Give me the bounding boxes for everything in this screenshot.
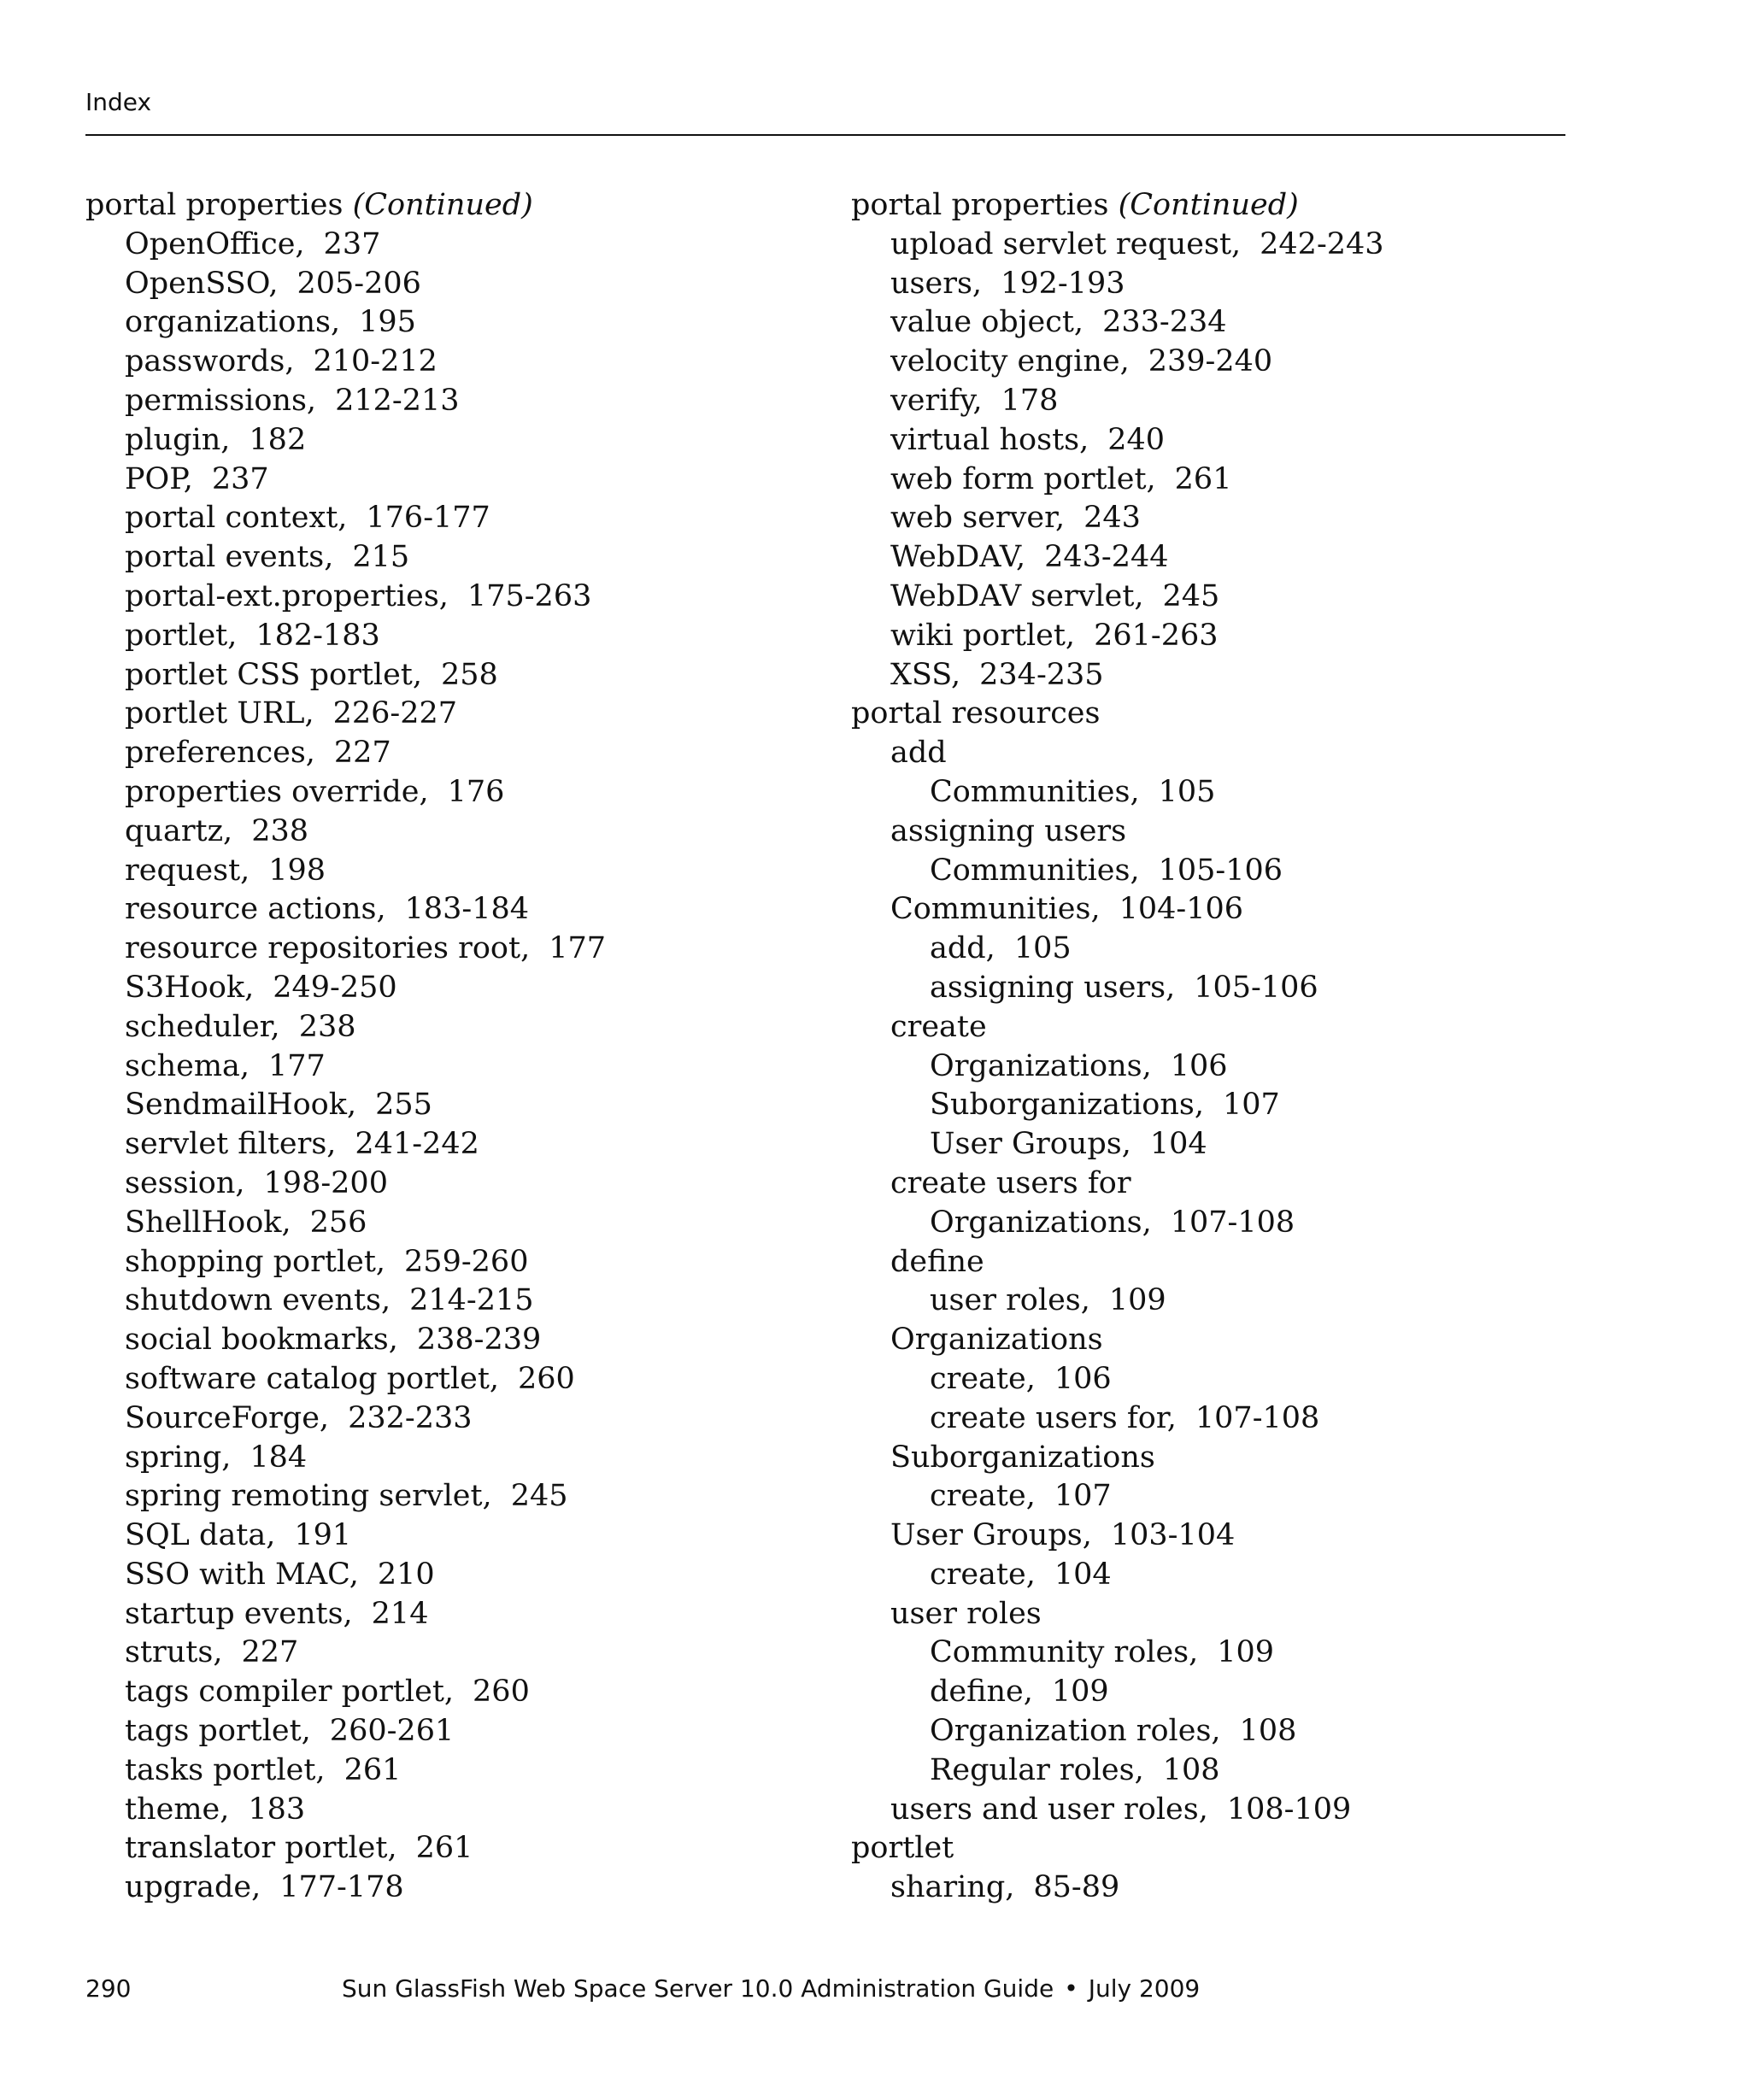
entry-pages: 184 xyxy=(250,1440,308,1475)
entry-pages: 191 xyxy=(294,1518,352,1553)
entry-pages: 240 xyxy=(1107,422,1166,457)
entry-term: passwords, xyxy=(125,344,295,379)
index-entry xyxy=(85,303,820,343)
entry-term: upload servlet request, xyxy=(890,226,1242,261)
entry-term: permissions, xyxy=(125,383,317,418)
publication-date: July 2009 xyxy=(1088,1974,1201,2003)
index-entry xyxy=(85,538,820,578)
entry-term: tags portlet, xyxy=(125,1714,311,1749)
index-heading xyxy=(851,186,1586,226)
index-entry: user roles, 109 xyxy=(930,1283,1166,1318)
entry-term: S3Hook, xyxy=(125,970,255,1005)
entry-term: WebDAV, xyxy=(890,540,1026,575)
index-entry: assigning users, 105-106 xyxy=(930,970,1318,1005)
index-subheading: create users for xyxy=(890,1165,1131,1200)
entry-term: SendmailHook, xyxy=(125,1088,357,1123)
index-entry: User Groups, 104 xyxy=(930,1127,1207,1162)
index-entry xyxy=(85,1282,820,1321)
index-entry: create, 107 xyxy=(930,1479,1112,1514)
index-entry xyxy=(851,382,1586,421)
heading-term: portal properties xyxy=(85,188,344,222)
entry-term: startup events, xyxy=(125,1596,353,1631)
index-entry: sharing, 85-89 xyxy=(890,1870,1120,1905)
entry-pages: 177-178 xyxy=(279,1870,404,1905)
entry-term: shutdown events, xyxy=(125,1283,391,1318)
continued-label: (Continued) xyxy=(352,188,533,222)
entry-pages: 183 xyxy=(248,1792,306,1827)
index-entry xyxy=(85,382,820,421)
index-entry xyxy=(85,1556,820,1595)
index-entry xyxy=(851,538,1586,578)
entry-term: request, xyxy=(125,853,250,888)
index-entry xyxy=(85,1399,820,1439)
entry-term: translator portlet, xyxy=(125,1831,397,1866)
index-subheading: define xyxy=(890,1244,984,1279)
index-entry xyxy=(85,460,820,500)
running-head: Index xyxy=(85,88,152,116)
index-entry xyxy=(85,656,820,695)
index-subheading: create xyxy=(890,1009,987,1044)
index-entry xyxy=(85,1712,820,1751)
index-subheading: user roles xyxy=(890,1596,1042,1631)
entry-pages: 210 xyxy=(377,1557,435,1592)
footer-title xyxy=(342,1974,1200,2003)
entry-pages: 258 xyxy=(440,657,498,692)
entry-pages: 237 xyxy=(211,461,269,496)
index-entry: Suborganizations, 107 xyxy=(930,1088,1280,1123)
index-heading: portal resources xyxy=(851,696,1101,731)
entry-pages: 245 xyxy=(1162,578,1220,613)
entry-term: quartz, xyxy=(125,813,233,848)
entry-pages: 214-215 xyxy=(409,1283,534,1318)
index-column-right xyxy=(851,186,1586,1908)
index-entry xyxy=(85,969,820,1008)
entry-pages: 241-242 xyxy=(355,1127,479,1162)
index-subheading: add xyxy=(890,736,947,771)
entry-term: spring remoting servlet, xyxy=(125,1479,492,1514)
index-entry: Organization roles, 108 xyxy=(930,1714,1297,1749)
entry-pages: 177 xyxy=(268,1048,326,1083)
index-entry xyxy=(851,499,1586,538)
entry-term: software catalog portlet, xyxy=(125,1361,500,1396)
index-entry xyxy=(851,656,1586,695)
index-subheading: assigning users xyxy=(890,813,1127,848)
index-entry xyxy=(85,1634,820,1673)
entry-term: verify, xyxy=(890,383,983,418)
entry-pages: 238 xyxy=(298,1009,356,1044)
index-entry xyxy=(85,226,820,265)
entry-pages: 242-243 xyxy=(1260,226,1384,261)
entry-term: portlet URL, xyxy=(125,696,314,731)
entry-pages: 183-184 xyxy=(404,892,530,927)
index-entry xyxy=(85,930,820,969)
entry-term: portlet, xyxy=(125,618,238,653)
entry-pages: 261 xyxy=(1174,461,1232,496)
index-entry xyxy=(85,578,820,617)
entry-pages: 226-227 xyxy=(332,696,458,731)
entry-pages: 182 xyxy=(249,422,307,457)
entry-term: SSO with MAC, xyxy=(125,1557,359,1592)
entry-term: spring, xyxy=(125,1440,232,1475)
index-entry xyxy=(85,421,820,460)
entry-term: resource actions, xyxy=(125,892,386,927)
index-entry xyxy=(85,1204,820,1243)
entry-pages: 233-234 xyxy=(1102,305,1227,340)
entry-pages: 239-240 xyxy=(1148,344,1273,379)
entry-pages: 176 xyxy=(447,774,505,809)
entry-term: SourceForge, xyxy=(125,1400,330,1435)
entry-term: portlet CSS portlet, xyxy=(125,657,422,692)
entry-term: wiki portlet, xyxy=(890,618,1076,653)
index-entry xyxy=(851,578,1586,617)
continued-label: (Continued) xyxy=(1118,188,1299,222)
index-entry xyxy=(85,1751,820,1791)
index-entry xyxy=(85,1086,820,1125)
entry-term: POP, xyxy=(125,461,193,496)
entry-term: session, xyxy=(125,1165,245,1200)
index-entry xyxy=(85,1164,820,1204)
index-entry xyxy=(85,734,820,773)
entry-term: plugin, xyxy=(125,422,231,457)
index-subheading: Suborganizations xyxy=(890,1440,1155,1475)
entry-pages: 238 xyxy=(251,813,308,848)
index-entry xyxy=(85,1829,820,1868)
index-entry xyxy=(85,695,820,734)
index-entry: User Groups, 103-104 xyxy=(890,1518,1236,1553)
entry-term: velocity engine, xyxy=(890,344,1130,379)
entry-pages: 238-239 xyxy=(416,1323,542,1358)
index-entry: Community roles, 109 xyxy=(930,1635,1275,1670)
entry-term: web form portlet, xyxy=(890,461,1156,496)
entry-pages: 237 xyxy=(323,226,381,261)
index-entry xyxy=(85,1673,820,1712)
entry-term: tags compiler portlet, xyxy=(125,1675,455,1710)
entry-term: tasks portlet, xyxy=(125,1752,326,1787)
index-entry: Communities, 105 xyxy=(930,774,1216,809)
entry-pages: 192-193 xyxy=(1001,266,1125,301)
index-entry xyxy=(85,1516,820,1556)
entry-pages: 227 xyxy=(333,736,391,771)
entry-pages: 175-263 xyxy=(467,578,592,613)
entry-term: organizations, xyxy=(125,305,341,340)
bullet-separator: • xyxy=(1064,1974,1078,2003)
entry-pages: 261 xyxy=(344,1752,402,1787)
entry-pages: 205-206 xyxy=(297,266,421,301)
entry-pages: 198 xyxy=(268,853,326,888)
header-rule xyxy=(85,134,1565,136)
entry-pages: 198-200 xyxy=(263,1165,388,1200)
entry-term: value object, xyxy=(890,305,1084,340)
index-entry xyxy=(85,1477,820,1516)
entry-pages: 255 xyxy=(375,1088,432,1123)
index-entry xyxy=(85,1595,820,1634)
index-entry: create, 106 xyxy=(930,1361,1112,1396)
index-subheading: Organizations xyxy=(890,1323,1103,1358)
entry-term: servlet filters, xyxy=(125,1127,337,1162)
index-heading xyxy=(85,186,820,226)
entry-term: users, xyxy=(890,266,983,301)
entry-pages: 243 xyxy=(1083,501,1141,536)
entry-term: upgrade, xyxy=(125,1870,261,1905)
index-entry xyxy=(85,1125,820,1164)
index-entry: create users for, 107-108 xyxy=(930,1400,1320,1435)
entry-term: portal-ext.properties, xyxy=(125,578,449,613)
index-entry xyxy=(851,226,1586,265)
entry-term: social bookmarks, xyxy=(125,1323,398,1358)
entry-term: shopping portlet, xyxy=(125,1244,386,1279)
index-entry: Organizations, 107-108 xyxy=(930,1205,1295,1240)
index-entry: Organizations, 106 xyxy=(930,1048,1228,1083)
index-entry xyxy=(851,617,1586,656)
index-entry: Communities, 105-106 xyxy=(930,853,1283,888)
index-entry xyxy=(85,1439,820,1478)
index-entry xyxy=(85,773,820,812)
entry-pages: 261 xyxy=(415,1831,473,1866)
entry-pages: 261-263 xyxy=(1094,618,1219,653)
index-entry: create, 104 xyxy=(930,1557,1112,1592)
index-entry xyxy=(851,460,1586,500)
entry-pages: 215 xyxy=(352,540,410,575)
entry-term: WebDAV servlet, xyxy=(890,578,1144,613)
entry-term: SQL data, xyxy=(125,1518,276,1553)
left-entries xyxy=(85,226,820,1908)
index-entry xyxy=(85,812,820,852)
entry-pages: 260 xyxy=(518,1361,575,1396)
index-entry xyxy=(85,1360,820,1399)
entry-term: portal context, xyxy=(125,501,348,536)
entry-term: scheduler, xyxy=(125,1009,280,1044)
index-heading: portlet xyxy=(851,1831,954,1866)
index-entry xyxy=(85,1047,820,1087)
entry-term: theme, xyxy=(125,1792,230,1827)
index-entry xyxy=(851,421,1586,460)
index-entry: Communities, 104-106 xyxy=(890,892,1244,927)
entry-pages: 245 xyxy=(510,1479,568,1514)
index-entry xyxy=(85,1791,820,1830)
page-number: 290 xyxy=(85,1974,132,2003)
index-entry xyxy=(85,890,820,930)
index-entry xyxy=(85,1868,820,1908)
entry-term: portal events, xyxy=(125,540,334,575)
index-entry xyxy=(85,852,820,891)
entry-pages: 243-244 xyxy=(1044,540,1169,575)
index-entry xyxy=(851,303,1586,343)
entry-term: XSS, xyxy=(890,657,961,692)
entry-term: resource repositories root, xyxy=(125,931,531,966)
entry-term: schema, xyxy=(125,1048,250,1083)
entry-pages: 232-233 xyxy=(348,1400,473,1435)
entry-pages: 256 xyxy=(309,1205,367,1240)
index-column-left xyxy=(85,186,820,1908)
entry-pages: 195 xyxy=(359,305,416,340)
entry-term: virtual hosts, xyxy=(890,422,1089,457)
entry-pages: 178 xyxy=(1001,383,1059,418)
heading-term: portal properties xyxy=(851,188,1109,222)
index-entry: Regular roles, 108 xyxy=(930,1752,1220,1787)
right-entries xyxy=(851,226,1586,695)
index-entry xyxy=(85,499,820,538)
index-entry: add, 105 xyxy=(930,931,1072,966)
index-entry xyxy=(85,617,820,656)
index-entry: users and user roles, 108-109 xyxy=(890,1792,1352,1827)
entry-pages: 260-261 xyxy=(329,1714,455,1749)
entry-pages: 249-250 xyxy=(273,970,397,1005)
index-entry xyxy=(85,1243,820,1282)
entry-pages: 176-177 xyxy=(366,501,490,536)
index-entry: define, 109 xyxy=(930,1675,1109,1710)
entry-term: OpenSSO, xyxy=(125,266,279,301)
entry-pages: 212-213 xyxy=(335,383,460,418)
entry-pages: 214 xyxy=(371,1596,429,1631)
index-entry xyxy=(85,1008,820,1047)
entry-pages: 234-235 xyxy=(979,657,1104,692)
entry-pages: 259-260 xyxy=(404,1244,529,1279)
entry-term: ShellHook, xyxy=(125,1205,291,1240)
entry-term: preferences, xyxy=(125,736,315,771)
entry-term: OpenOffice, xyxy=(125,226,305,261)
entry-pages: 227 xyxy=(241,1635,299,1670)
index-entry xyxy=(85,265,820,304)
entry-pages: 177 xyxy=(549,931,607,966)
entry-pages: 210-212 xyxy=(313,344,438,379)
entry-term: web server, xyxy=(890,501,1066,536)
index-entry xyxy=(851,265,1586,304)
entry-term: struts, xyxy=(125,1635,223,1670)
entry-pages: 182-183 xyxy=(255,618,380,653)
book-title: Sun GlassFish Web Space Server 10.0 Administration Guide xyxy=(342,1974,1054,2003)
index-entry xyxy=(851,343,1586,382)
index-entry xyxy=(85,1321,820,1360)
entry-term: properties override, xyxy=(125,774,429,809)
index-entry xyxy=(85,343,820,382)
entry-pages: 260 xyxy=(473,1675,530,1710)
